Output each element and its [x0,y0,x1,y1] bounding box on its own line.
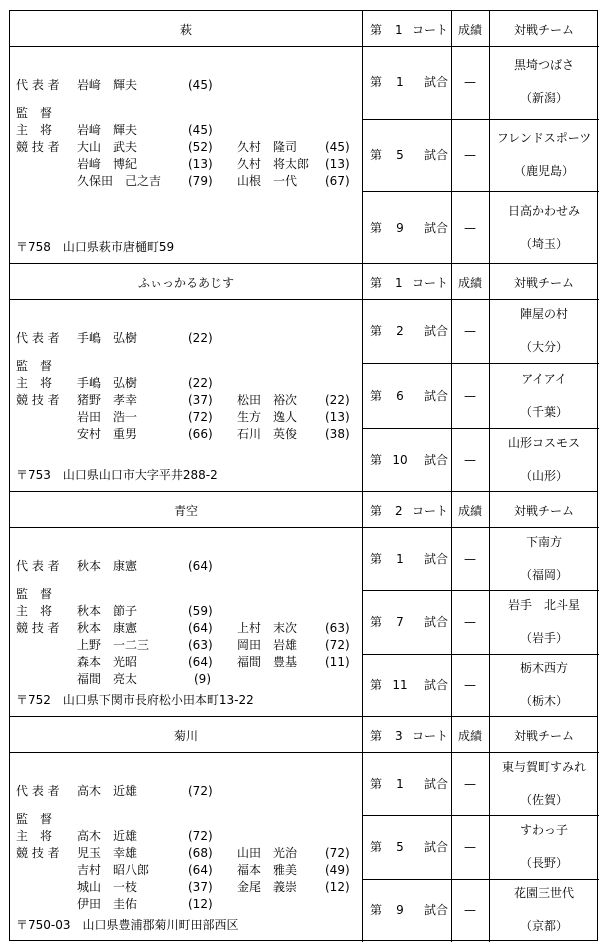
match-row-divider [362,590,599,591]
player-age: (11) [325,655,350,669]
match-result: — [464,148,476,162]
opponent-prefecture: （栃木） [519,694,568,709]
shusho-name: 岩﨑 輝夫 [77,123,138,137]
opponent-prefecture: （佐賀） [519,792,568,807]
match-label-dai: 第 [370,220,383,235]
match-number: 9 [396,903,404,918]
shusho-label: 主 将 [16,123,53,137]
team-section [10,492,597,717]
court-label: コート [412,23,449,37]
match-label: 試合 [424,776,449,791]
header-divider [10,46,599,47]
match-label-dai: 第 [370,75,383,90]
opponent-name: すわっ子 [520,823,568,837]
player-age: (52) [188,140,213,154]
opponent-name: 花園三世代 [513,886,574,901]
match-row-divider [362,428,599,429]
opponent-name: 黒埼つばさ [513,58,574,73]
opponent-prefecture: （埼玉） [519,236,568,251]
match-label: 試合 [424,75,449,90]
daihyo-age: (64) [188,559,213,573]
opponent-header: 対戦チーム [513,23,574,37]
court-label: コート [412,729,449,743]
match-label-dai: 第 [370,678,383,693]
court-label-dai: 第 [370,276,383,290]
player-name: 城山 一枝 [77,880,138,894]
player-name: 久村 将太郎 [237,157,310,171]
match-label-dai: 第 [370,148,383,162]
player-age: (12) [325,880,350,894]
player-age: (64) [188,863,213,877]
player-name: 福間 亮太 [77,672,138,686]
player-name: 松田 裕次 [237,393,298,407]
match-number: 11 [392,678,408,693]
opponent-prefecture: （長野） [519,856,568,870]
match-label: 試合 [424,678,449,693]
shusho-label: 主 将 [16,604,53,618]
opponent-header: 対戦チーム [513,276,574,290]
shusho-age: (59) [188,604,213,618]
match-label-dai: 第 [370,840,383,854]
opponent-name: フレンドスポーツ [496,131,592,145]
player-name: 山根 一代 [237,174,298,188]
daihyo-age: (45) [188,78,213,92]
column-divider [362,11,363,264]
team-section [10,11,597,264]
player-age: (72) [188,410,213,424]
shusho-name: 手嶋 弘樹 [77,376,138,390]
match-result: — [464,452,476,467]
shusho-label: 主 将 [16,376,53,390]
match-label: 試合 [424,220,449,235]
team-name: 萩 [179,23,192,37]
player-age: (49) [325,863,350,877]
match-label: 試合 [424,551,449,566]
match-row-divider [362,191,599,192]
match-result: — [464,840,476,854]
result-header: 成績 [457,729,482,743]
section-divider [10,263,597,264]
kyogisha-label: 競 技 者 [16,846,60,860]
team-address: 〒753 山口県山口市大字平井288-2 [16,468,218,482]
daihyo-name: 岩﨑 輝夫 [77,78,138,92]
kyogisha-label: 競 技 者 [16,393,60,407]
column-divider [362,717,363,942]
match-number: 5 [396,840,404,854]
daihyo-label: 代 表 者 [16,784,60,798]
result-header: 成績 [457,23,482,37]
daihyo-age: (22) [188,331,213,345]
match-row-divider [362,815,599,816]
player-age: (12) [188,897,213,911]
match-label: 試合 [424,324,449,339]
player-age: (13) [188,157,213,171]
player-age: (37) [188,880,213,894]
match-result: — [464,220,476,235]
player-name: 金尾 義崇 [237,880,298,894]
player-name: 岩田 浩一 [77,410,138,424]
player-age: (79) [188,174,213,188]
team-address: 〒752 山口県下関市長府松小田本町13-22 [16,693,254,707]
match-label-dai: 第 [370,388,383,403]
match-result: — [464,388,476,403]
kantoku-label: 監 督 [16,812,53,826]
kyogisha-label: 競 技 者 [16,140,60,154]
opponent-prefecture: （福岡） [519,567,568,582]
court-label: コート [412,504,449,518]
header-divider [10,527,599,528]
player-age: (13) [325,410,350,424]
opponent-prefecture: （岩手） [519,631,568,645]
player-name: 久村 隆司 [237,140,298,154]
player-age: (66) [188,427,213,441]
section-divider [10,716,597,717]
match-label: 試合 [424,615,449,629]
court-number: 1 [395,276,403,290]
shusho-name: 高木 近雄 [77,829,138,843]
opponent-name: 日高かわせみ [507,203,580,218]
daihyo-name: 高木 近雄 [77,784,138,798]
player-name: 上村 末次 [237,621,298,635]
section-divider [10,491,597,492]
player-age: (9) [194,672,211,686]
player-age: (45) [325,140,350,154]
kantoku-label: 監 督 [16,359,53,373]
player-age: (38) [325,427,350,441]
match-label-dai: 第 [370,615,383,629]
shusho-age: (45) [188,123,213,137]
match-label-dai: 第 [370,324,383,339]
opponent-header: 対戦チーム [513,504,574,518]
team-section [10,264,597,492]
opponent-prefecture: （山形） [519,468,568,483]
match-result: — [464,615,476,629]
team-name: 青空 [173,504,198,518]
match-number: 1 [396,75,404,90]
player-age: (63) [325,621,350,635]
match-number: 5 [396,148,404,162]
player-name: 秋本 康憲 [77,621,138,635]
match-row-divider [362,879,599,880]
match-number: 7 [396,615,404,629]
player-name: 安村 重男 [77,427,138,441]
player-name: 児玉 幸雄 [77,846,138,860]
match-result: — [464,551,476,566]
result-header: 成績 [457,276,482,290]
header-divider [10,299,599,300]
kantoku-label: 監 督 [16,587,53,601]
player-age: (72) [325,638,350,652]
player-name: 山田 光治 [237,846,298,860]
court-number: 2 [395,504,403,518]
player-name: 岡田 岩雄 [237,638,298,652]
daihyo-label: 代 表 者 [16,331,60,345]
column-divider [362,492,363,717]
match-number: 10 [392,452,408,467]
match-number: 6 [396,388,404,403]
player-age: (64) [188,655,213,669]
match-number: 9 [396,220,404,235]
player-name: 石川 英俊 [237,427,298,441]
daihyo-age: (72) [188,784,213,798]
court-label-dai: 第 [370,23,383,37]
shusho-label: 主 将 [16,829,53,843]
opponent-prefecture: （大分） [519,340,568,355]
match-row-divider [362,119,599,120]
player-name: 生方 逸人 [237,410,298,424]
player-name: 大山 武夫 [77,140,138,154]
player-name: 上野 一二三 [77,638,150,652]
match-result: — [464,776,476,791]
opponent-name: 下南方 [525,534,562,549]
player-name: 吉村 昭八郎 [77,863,150,877]
opponent-prefecture: （鹿児島） [513,164,574,178]
player-age: (13) [325,157,350,171]
opponent-name: 山形コスモス [507,435,580,450]
opponent-prefecture: （千葉） [519,404,568,419]
opponent-name: 東与賀町すみれ [501,759,586,774]
player-name: 伊田 圭佑 [77,897,138,911]
daihyo-label: 代 表 者 [16,559,60,573]
match-label-dai: 第 [370,452,383,467]
player-age: (72) [325,846,350,860]
match-label-dai: 第 [370,776,383,791]
result-header: 成績 [457,504,482,518]
player-name: 猪野 孝幸 [77,393,138,407]
daihyo-name: 秋本 康憲 [77,559,138,573]
team-address: 〒750-03 山口県豊浦郡菊川町田部西区 [16,918,239,932]
player-name: 森本 光昭 [77,655,138,669]
match-label: 試合 [424,903,449,918]
match-result: — [464,75,476,90]
court-label-dai: 第 [370,729,383,743]
team-address: 〒758 山口県萩市唐樋町59 [16,240,175,254]
match-number: 1 [396,551,404,566]
team-name: ふぃっかるあじす [137,276,234,290]
shusho-age: (72) [188,829,213,843]
header-divider [10,752,599,753]
match-result: — [464,903,476,918]
match-label: 試合 [424,452,449,467]
court-number: 1 [395,23,403,37]
opponent-header: 対戦チーム [513,729,574,743]
player-name: 福間 豊基 [237,655,298,669]
opponent-name: アイアイ [521,371,567,386]
player-age: (37) [188,393,213,407]
player-name: 久保田 己之吉 [77,174,162,188]
team-name: 菊川 [173,729,198,743]
opponent-name: 陣屋の村 [519,307,568,322]
match-label: 試合 [424,148,449,162]
match-label: 試合 [424,388,449,403]
court-number: 3 [395,729,403,743]
team-roster-table [9,10,598,941]
player-age: (63) [188,638,213,652]
opponent-name: 栃木西方 [519,661,568,676]
opponent-prefecture: （京都） [519,919,568,934]
match-label-dai: 第 [370,903,383,918]
match-label-dai: 第 [370,551,383,566]
opponent-prefecture: （新潟） [519,91,568,106]
court-label-dai: 第 [370,504,383,518]
match-number: 1 [396,776,404,791]
opponent-name: 岩手 北斗星 [507,598,580,612]
team-section [10,717,597,942]
match-result: — [464,678,476,693]
player-age: (67) [325,174,350,188]
shusho-name: 秋本 節子 [77,604,138,618]
kantoku-label: 監 督 [16,106,53,120]
player-name: 岩﨑 博紀 [77,157,138,171]
court-label: コート [412,276,449,290]
daihyo-name: 手嶋 弘樹 [77,331,138,345]
match-row-divider [362,654,599,655]
match-row-divider [362,363,599,364]
match-result: — [464,324,476,339]
shusho-age: (22) [188,376,213,390]
kyogisha-label: 競 技 者 [16,621,60,635]
match-label: 試合 [424,840,449,854]
player-age: (64) [188,621,213,635]
daihyo-label: 代 表 者 [16,78,60,92]
match-number: 2 [396,324,404,339]
player-age: (22) [325,393,350,407]
player-age: (68) [188,846,213,860]
player-name: 福本 雅美 [237,863,298,877]
